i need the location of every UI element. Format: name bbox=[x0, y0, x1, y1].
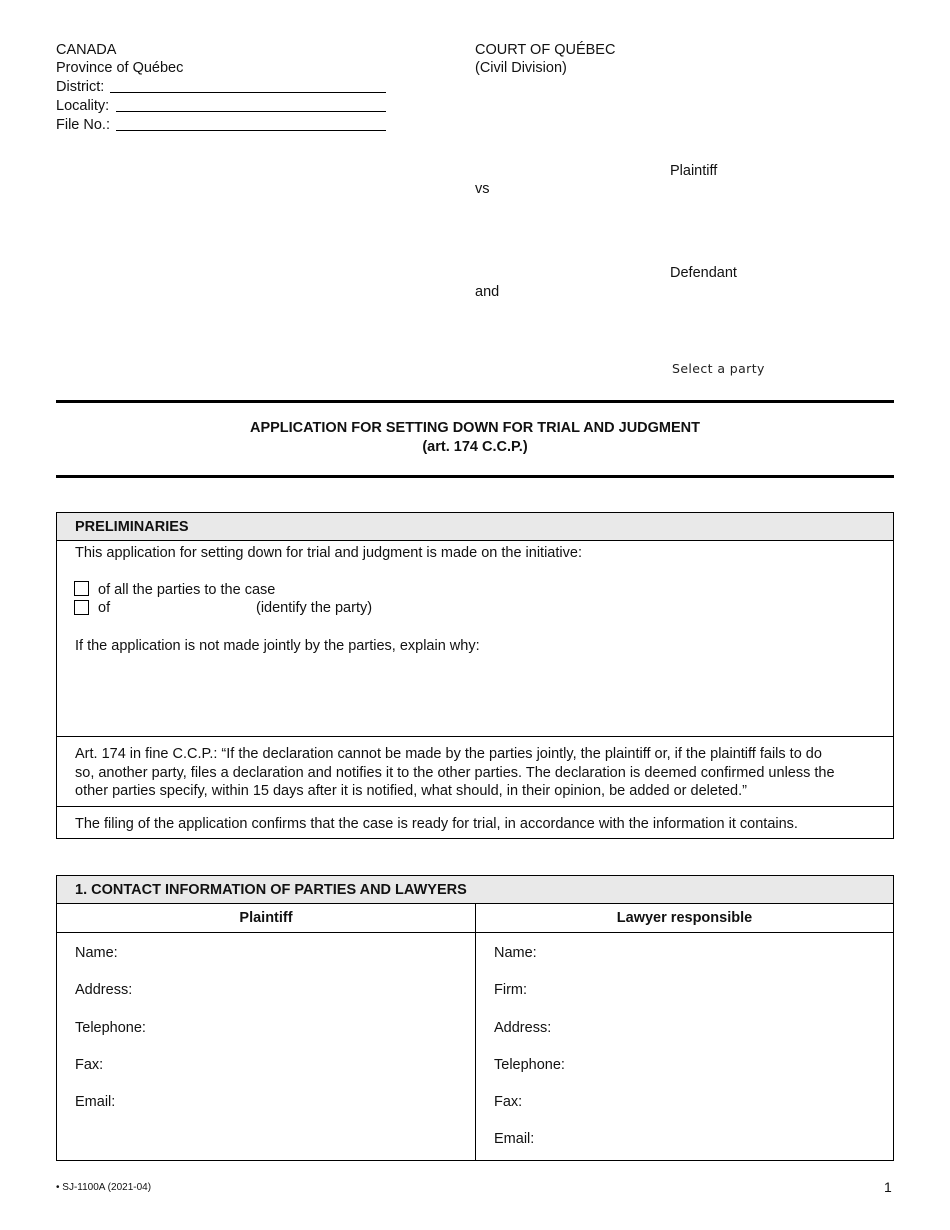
preliminaries-heading: PRELIMINARIES bbox=[57, 513, 893, 541]
form-code: • SJ-1100A (2021-04) bbox=[56, 1182, 152, 1193]
plaintiff-name-label: Name: bbox=[75, 945, 118, 961]
country-label: CANADA bbox=[56, 42, 117, 58]
plaintiff-email-input[interactable] bbox=[125, 1092, 457, 1112]
preliminaries-intro: This application for setting down for trial and judgment is made on the initiative: bbox=[75, 545, 582, 561]
title-top-rule bbox=[56, 400, 894, 403]
plaintiff-fax-input[interactable] bbox=[112, 1055, 457, 1075]
court-division: (Civil Division) bbox=[475, 60, 567, 76]
and-label: and bbox=[475, 284, 500, 300]
lawyer-fax-label: Fax: bbox=[494, 1094, 523, 1110]
plaintiff-name-input[interactable] bbox=[127, 943, 457, 963]
file-number-label: File No.: bbox=[56, 117, 110, 133]
filing-note: The filing of the application confirms that the case is ready for trial, in accordance with the information it contains. bbox=[75, 816, 798, 832]
article-174-line: Art. 174 in fine C.C.P.: “If the declaration cannot be made by the parties jointly, the plaintiff or, if the plaintiff fails to do bbox=[75, 746, 822, 762]
vs-label: vs bbox=[475, 181, 490, 197]
plaintiff-fax-label: Fax: bbox=[75, 1057, 104, 1073]
preliminaries-section bbox=[56, 512, 894, 839]
locality-field[interactable] bbox=[116, 111, 386, 112]
plaintiff-label: Plaintiff bbox=[670, 163, 718, 179]
locality-label: Locality: bbox=[56, 98, 110, 114]
lawyer-name-label: Name: bbox=[494, 945, 537, 961]
lawyer-name-input[interactable] bbox=[547, 943, 877, 963]
lawyer-address-label: Address: bbox=[494, 1020, 552, 1036]
plaintiff-telephone-label: Telephone: bbox=[75, 1020, 146, 1036]
page-number: 1 bbox=[884, 1179, 892, 1195]
lawyer-fax-input[interactable] bbox=[532, 1092, 877, 1112]
lawyer-email-input[interactable] bbox=[545, 1129, 877, 1149]
contact-heading: 1. CONTACT INFORMATION OF PARTIES AND LAWYERS bbox=[57, 876, 893, 904]
court-name: COURT OF QUÉBEC bbox=[475, 42, 616, 58]
plaintiff-telephone-input[interactable] bbox=[157, 1018, 457, 1038]
defendant-label: Defendant bbox=[670, 265, 737, 281]
contact-header-divider bbox=[57, 932, 893, 933]
lawyer-telephone-input[interactable] bbox=[577, 1055, 877, 1075]
contact-section bbox=[56, 875, 894, 1161]
article-174-line: other parties specify, within 15 days after it is notified, what should, in their opinion, be added or deleted.” bbox=[75, 783, 747, 799]
form-title-line2: (art. 174 C.C.P.) bbox=[422, 439, 528, 455]
lawyer-firm-input[interactable] bbox=[537, 980, 877, 1000]
plaintiff-address-label: Address: bbox=[75, 982, 133, 998]
all-parties-checkbox[interactable] bbox=[74, 581, 89, 596]
select-party-dropdown[interactable]: Select a party bbox=[672, 361, 765, 376]
specific-party-label: of bbox=[98, 600, 111, 616]
preliminaries-divider-2 bbox=[57, 806, 893, 807]
explain-label: If the application is not made jointly by the parties, explain why: bbox=[75, 638, 480, 654]
plaintiff-email-label: Email: bbox=[75, 1094, 116, 1110]
plaintiff-column-header: Plaintiff bbox=[239, 910, 293, 926]
form-title bbox=[56, 419, 894, 457]
form-title-line1: APPLICATION FOR SETTING DOWN FOR TRIAL AND JUDGMENT bbox=[249, 420, 701, 436]
article-174-text bbox=[75, 745, 835, 801]
preliminaries-divider-1 bbox=[57, 736, 893, 737]
province-label: Province of Québec bbox=[56, 60, 184, 76]
identify-party-hint: (identify the party) bbox=[256, 600, 373, 616]
specific-party-checkbox[interactable] bbox=[74, 600, 89, 615]
lawyer-email-label: Email: bbox=[494, 1131, 535, 1147]
lawyer-firm-label: Firm: bbox=[494, 982, 528, 998]
all-parties-label: of all the parties to the case bbox=[98, 582, 276, 598]
contact-column-divider bbox=[475, 904, 476, 1160]
specific-party-input[interactable] bbox=[119, 599, 253, 617]
article-174-line: so, another party, files a declaration and notifies it to the other parties. The declaration is deemed confirmed unless the bbox=[75, 764, 835, 781]
district-label: District: bbox=[56, 79, 105, 95]
title-bottom-rule bbox=[56, 475, 894, 478]
lawyer-column-header: Lawyer responsible bbox=[616, 910, 753, 926]
explain-textarea[interactable] bbox=[75, 659, 875, 729]
lawyer-address-input[interactable] bbox=[562, 1018, 877, 1038]
district-field[interactable] bbox=[110, 92, 386, 93]
file-number-field[interactable] bbox=[116, 130, 386, 131]
plaintiff-address-input[interactable] bbox=[142, 980, 457, 1000]
lawyer-telephone-label: Telephone: bbox=[494, 1057, 565, 1073]
